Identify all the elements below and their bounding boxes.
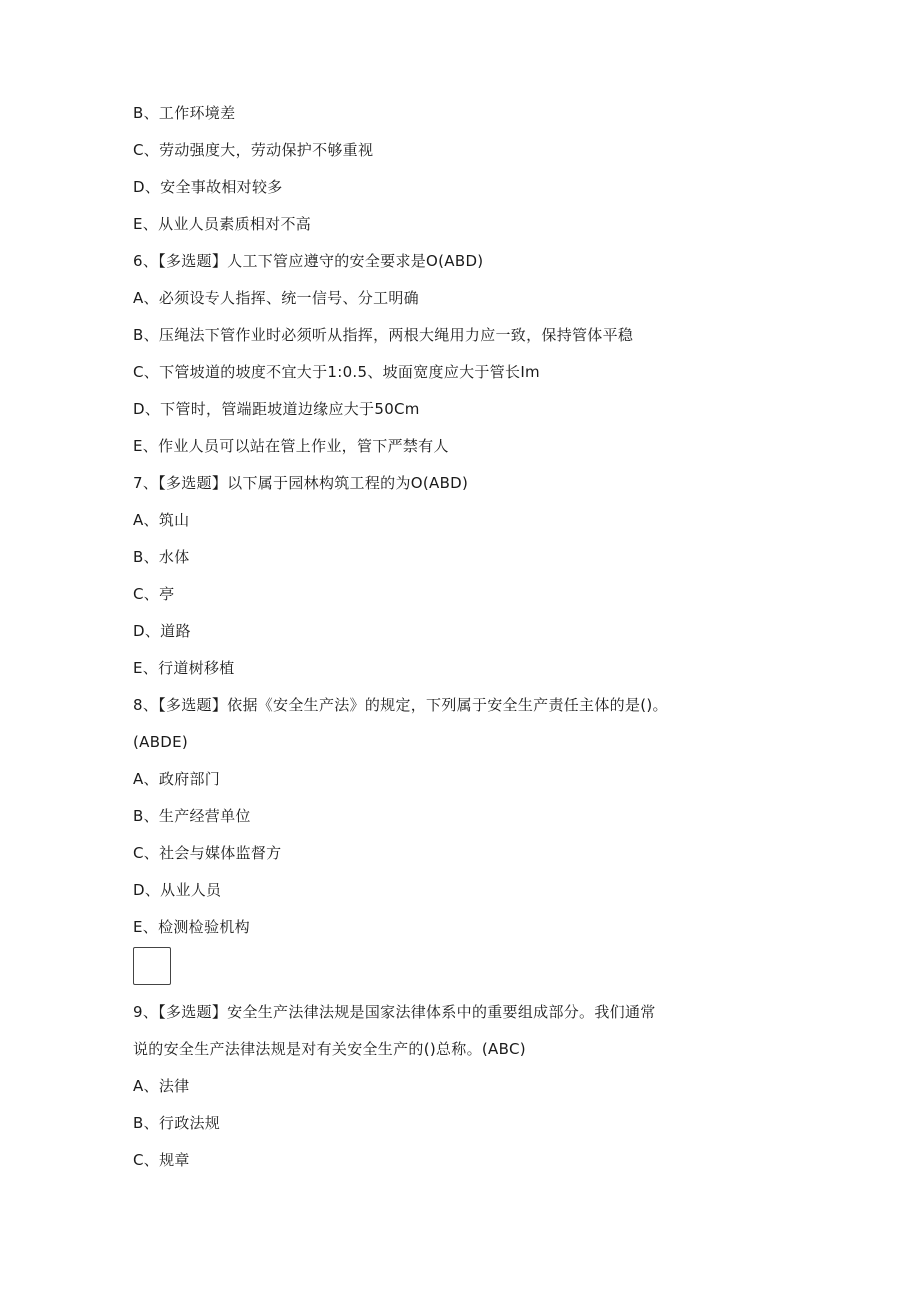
option-line: C、规章 — [133, 1151, 190, 1169]
answer-line: (ABDE) — [133, 733, 189, 751]
answer-checkbox[interactable] — [133, 947, 171, 985]
option-line: D、下管时，管端距坡道边缘应大于50Cm — [133, 400, 420, 418]
question-line: 7、【多选题】以下属于园林构筑工程的为O(ABD) — [133, 474, 469, 492]
option-line: D、道路 — [133, 622, 191, 640]
option-line: E、作业人员可以站在管上作业，管下严禁有人 — [133, 437, 449, 455]
option-line: C、下管坡道的坡度不宜大于1:0.5、坡面宽度应大于管长Im — [133, 363, 540, 381]
option-line: A、筑山 — [133, 511, 190, 529]
option-line: A、政府部门 — [133, 770, 221, 788]
option-line: D、从业人员 — [133, 881, 222, 899]
option-line: E、检测检验机构 — [133, 918, 250, 936]
question-line: 9、【多选题】安全生产法律法规是国家法律体系中的重要组成部分。我们通常 — [133, 1003, 656, 1021]
option-line: D、安全事故相对较多 — [133, 178, 283, 196]
option-line: C、社会与媒体监督方 — [133, 844, 282, 862]
option-line: E、行道树移植 — [133, 659, 235, 677]
option-line: B、压绳法下管作业时必须听从指挥，两根大绳用力应一致，保持管体平稳 — [133, 326, 634, 344]
option-line: A、必须设专人指挥、统一信号、分工明确 — [133, 289, 419, 307]
option-line: B、水体 — [133, 548, 190, 566]
question-line: 8、【多选题】依据《安全生产法》的规定，下列属于安全生产责任主体的是()。 — [133, 696, 668, 714]
option-line: E、从业人员素质相对不高 — [133, 215, 312, 233]
option-line: C、亭 — [133, 585, 175, 603]
option-line: B、行政法规 — [133, 1114, 221, 1132]
question-line: 6、【多选题】人工下管应遵守的安全要求是O(ABD) — [133, 252, 484, 270]
option-line: B、工作环境差 — [133, 104, 236, 122]
question-line: 说的安全生产法律法规是对有关安全生产的()总称。(ABC) — [133, 1040, 526, 1058]
option-line: C、劳动强度大，劳动保护不够重视 — [133, 141, 374, 159]
option-line: B、生产经营单位 — [133, 807, 251, 825]
option-line: A、法律 — [133, 1077, 190, 1095]
